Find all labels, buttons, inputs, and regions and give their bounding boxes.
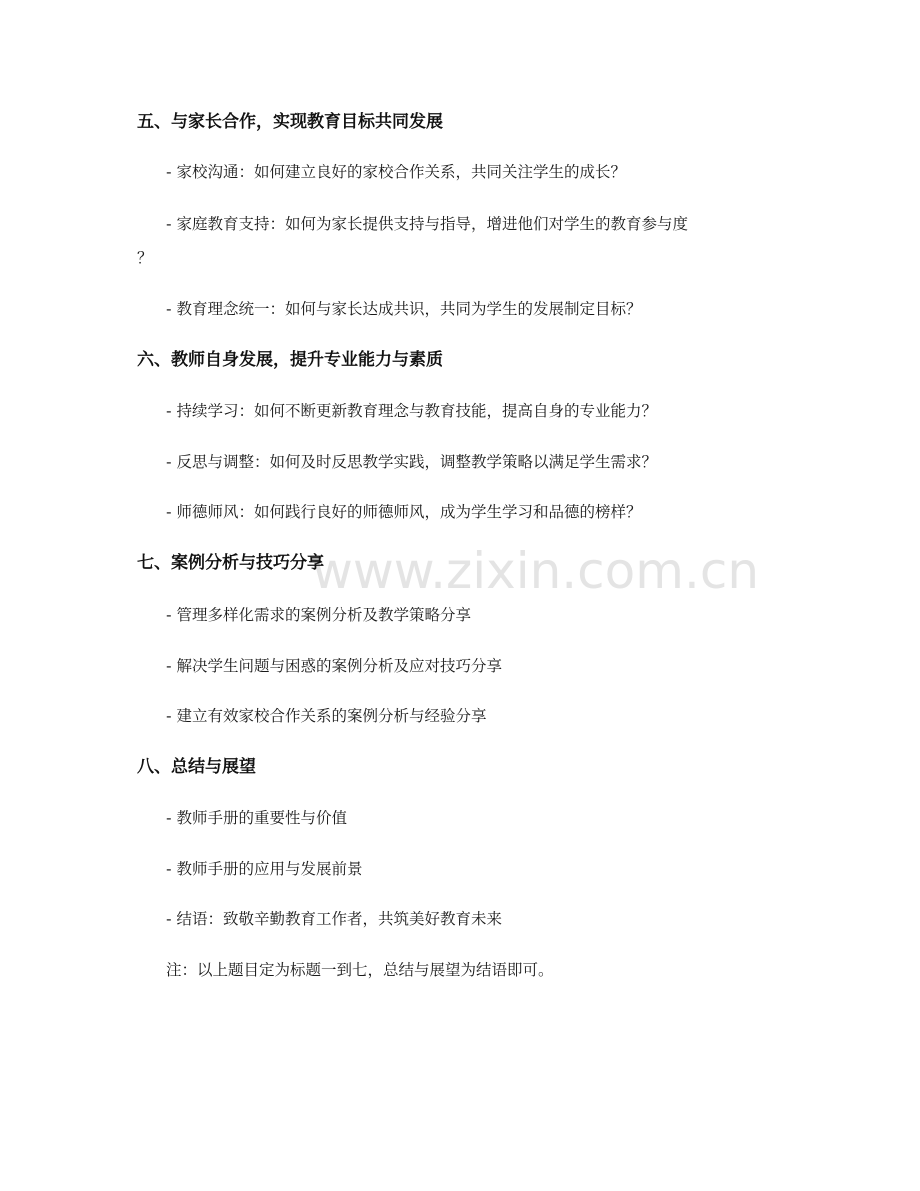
- list-item: - 教师手册的应用与发展前景: [166, 860, 363, 878]
- section-heading: 八、总结与展望: [137, 757, 256, 777]
- list-item: - 教师手册的重要性与价值: [166, 809, 348, 827]
- list-item: - 解决学生问题与困惑的案例分析及应对技巧分享: [166, 657, 503, 675]
- list-item: - 反思与调整：如何及时反思教学实践，调整教学策略以满足学生需求？: [166, 453, 658, 471]
- list-item: - 持续学习：如何不断更新教育理念与教育技能，提高自身的专业能力？: [166, 402, 658, 420]
- list-item: - 家庭教育支持：如何为家长提供支持与指导，增进他们对学生的教育参与度: [166, 215, 689, 233]
- closing-note: 注：以上题目定为标题一到七，总结与展望为结语即可。: [166, 961, 554, 979]
- list-item: - 教育理念统一：如何与家长达成共识，共同为学生的发展制定目标？: [166, 300, 642, 318]
- section-heading: 六、教师自身发展，提升专业能力与素质: [137, 350, 443, 370]
- list-item: - 结语：致敬辛勤教育工作者，共筑美好教育未来: [166, 910, 503, 928]
- watermark: www.zixin.com.cn: [312, 542, 760, 600]
- section-heading: 七、案例分析与技巧分享: [137, 553, 324, 573]
- list-item: - 建立有效家校合作关系的案例分析与经验分享: [166, 707, 487, 725]
- section-heading: 五、与家长合作，实现教育目标共同发展: [137, 112, 443, 132]
- list-item: - 师德师风：如何践行良好的师德师风，成为学生学习和品德的榜样？: [166, 503, 642, 521]
- list-item: - 管理多样化需求的案例分析及教学策略分享: [166, 606, 472, 624]
- list-item: - 家校沟通：如何建立良好的家校合作关系，共同关注学生的成长？: [166, 163, 627, 181]
- list-item-continuation: ？: [137, 249, 153, 267]
